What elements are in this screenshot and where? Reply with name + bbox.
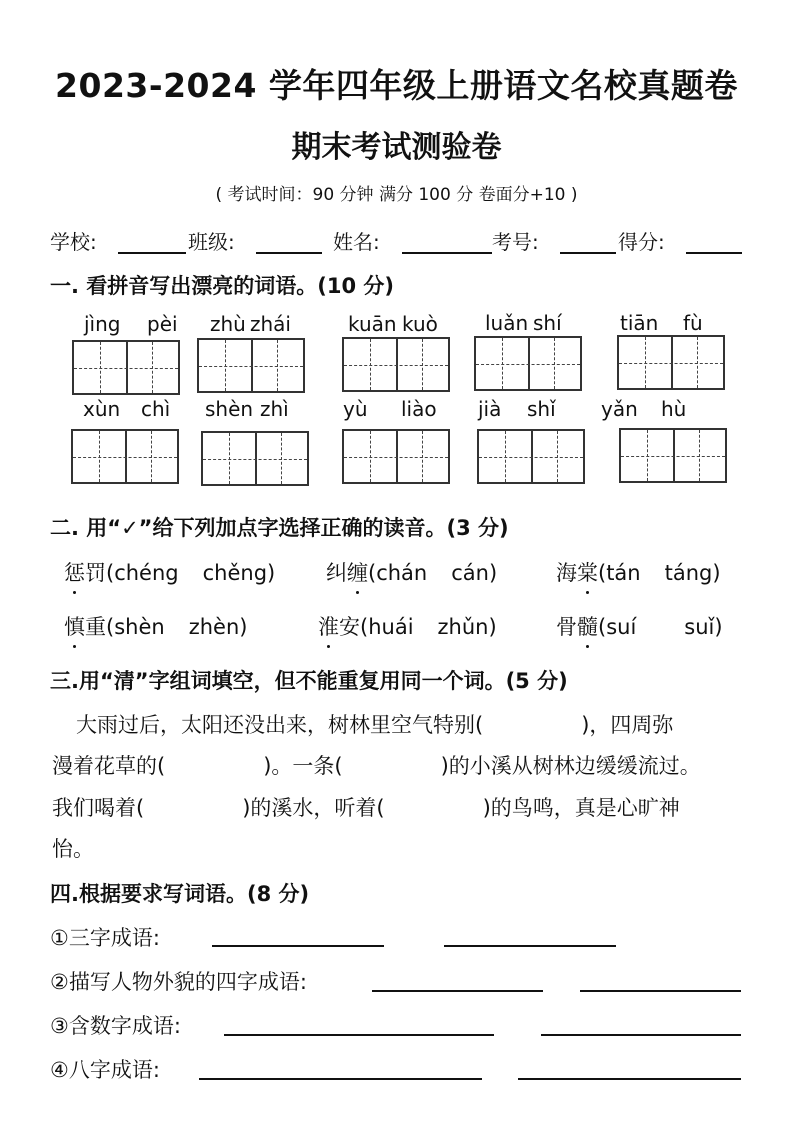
option[interactable]: chéng [114, 561, 179, 585]
pinyin: chì [141, 397, 171, 421]
option[interactable]: suǐ [684, 615, 715, 639]
pinyin: tiān [620, 311, 659, 335]
pinyin: jìng [84, 312, 121, 336]
answer-line[interactable] [212, 945, 384, 947]
reading-item: 骨髓(suí suǐ) [556, 611, 723, 641]
idiom-prompt: ④八字成语: [50, 1058, 160, 1082]
writing-grid[interactable] [474, 336, 582, 391]
school-label: 学校: [50, 230, 97, 254]
answer-line[interactable] [224, 1034, 494, 1036]
answer-line[interactable] [444, 945, 616, 947]
writing-grid[interactable] [342, 429, 450, 484]
pinyin: zhì [260, 397, 289, 421]
exam-number-field[interactable] [560, 232, 616, 254]
pinyin: hù [661, 397, 687, 421]
dotted-char: 淮 [318, 611, 339, 641]
option[interactable]: huái [368, 615, 414, 639]
writing-grid[interactable] [617, 335, 725, 390]
pinyin: shǐ [527, 397, 556, 421]
passage-line: 怡。 [52, 837, 94, 861]
section-4-heading: 四.根据要求写词语。(8 分) [50, 882, 310, 906]
reading-item: 惩罚(chéng chěng) [64, 557, 275, 587]
exam-info: ( 考试时间：90 分钟 满分 100 分 卷面分+10 ) [215, 185, 578, 205]
pinyin: zhái [250, 312, 291, 336]
passage-line: 我们喝着( )的溪水，听着( )的鸟鸣，真是心旷神 [52, 796, 680, 820]
option[interactable]: tán [606, 561, 641, 585]
pinyin: pèi [147, 312, 178, 336]
section-3-heading: 三.用“清”字组词填空，但不能重复用同一个词。(5 分) [50, 669, 568, 693]
passage-line: 漫着花草的( )。一条( )的小溪从树林边缓缓流过。 [52, 754, 701, 778]
section-1-heading: 一. 看拼音写出漂亮的词语。(10 分) [50, 274, 395, 298]
answer-line[interactable] [372, 990, 543, 992]
option[interactable]: zhǔn [437, 615, 489, 639]
section-2-heading: 二. 用“✓”给下列加点字选择正确的读音。(3 分) [50, 516, 509, 540]
document-title: 2023-2024 学年四年级上册语文名校真题卷 [55, 66, 738, 105]
dotted-char: 慎 [64, 611, 85, 641]
dotted-char: 棠 [577, 557, 598, 587]
dotted-char: 髓 [577, 611, 598, 641]
pinyin: jià [478, 397, 502, 421]
idiom-prompt: ②描写人物外貌的四字成语: [50, 970, 307, 994]
pinyin: kuān [348, 312, 397, 336]
score-label: 得分: [618, 230, 665, 254]
answer-line[interactable] [518, 1078, 741, 1080]
pinyin: shí [533, 311, 562, 335]
option[interactable]: zhèn [188, 615, 240, 639]
document-subtitle: 期末考试测验卷 [291, 130, 502, 165]
option[interactable]: táng [664, 561, 713, 585]
writing-grid[interactable] [477, 429, 585, 484]
reading-item: 淮安(huái zhǔn) [318, 611, 497, 641]
writing-grid[interactable] [342, 337, 450, 392]
name-label: 姓名: [333, 230, 380, 254]
writing-grid[interactable] [71, 429, 179, 484]
pinyin: luǎn [485, 311, 529, 335]
class-field[interactable] [256, 232, 322, 254]
pinyin: liào [401, 397, 437, 421]
reading-item: 纠缠(chán cán) [326, 557, 497, 587]
dotted-char: 缠 [347, 557, 368, 587]
pinyin: xùn [83, 397, 121, 421]
passage-line: 大雨过后，太阳还没出来，树林里空气特别( )，四周弥 [76, 713, 674, 737]
name-field[interactable] [402, 232, 492, 254]
reading-item: 海棠(tán táng) [556, 557, 721, 587]
school-field[interactable] [118, 232, 186, 254]
pinyin: shèn [205, 397, 254, 421]
idiom-prompt: ①三字成语: [50, 926, 160, 950]
dotted-char: 惩 [64, 557, 85, 587]
answer-line[interactable] [580, 990, 741, 992]
writing-grid[interactable] [72, 340, 180, 395]
writing-grid[interactable] [201, 431, 309, 486]
option[interactable]: chěng [202, 561, 268, 585]
pinyin: fù [683, 311, 703, 335]
pinyin: yù [343, 397, 368, 421]
reading-item: 慎重(shèn zhèn) [64, 611, 247, 641]
pinyin: zhù [210, 312, 246, 336]
idiom-prompt: ③含数字成语: [50, 1014, 181, 1038]
class-label: 班级: [188, 230, 235, 254]
option[interactable]: suí [606, 615, 637, 639]
option[interactable]: chán [376, 561, 428, 585]
exam-number-label: 考号: [492, 230, 539, 254]
writing-grid[interactable] [619, 428, 727, 483]
option[interactable]: cán [451, 561, 489, 585]
answer-line[interactable] [541, 1034, 741, 1036]
pinyin: kuò [402, 312, 438, 336]
score-field[interactable] [686, 232, 742, 254]
writing-grid[interactable] [197, 338, 305, 393]
pinyin: yǎn [601, 397, 638, 421]
answer-line[interactable] [199, 1078, 482, 1080]
option[interactable]: shèn [114, 615, 165, 639]
